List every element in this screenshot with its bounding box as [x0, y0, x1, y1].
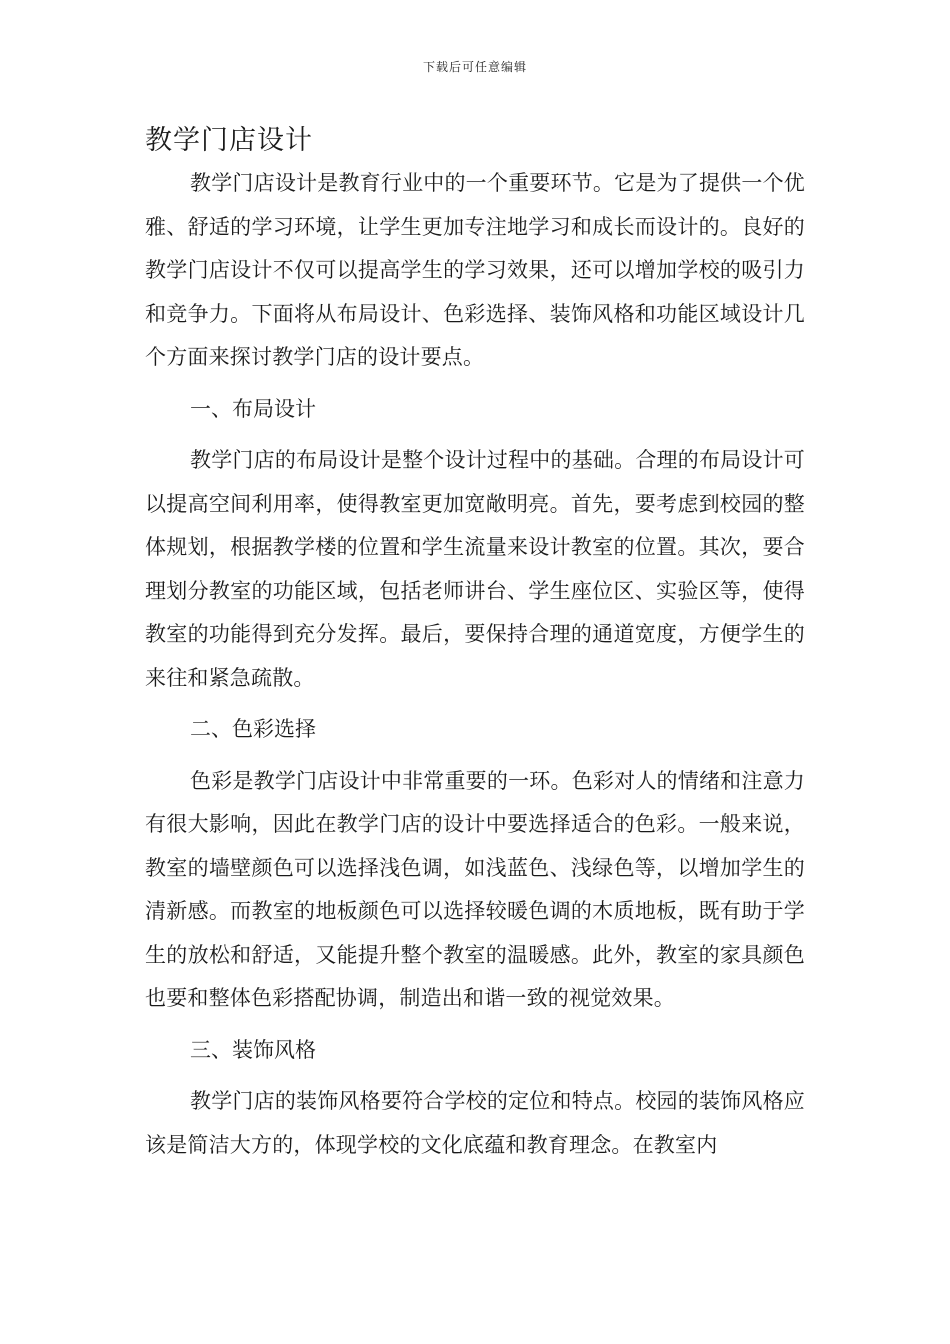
- header-note: 下载后可任意编辑: [422, 60, 527, 74]
- section-heading-layout: 一、布局设计: [190, 396, 316, 421]
- section-paragraph-layout: 教学门店的布局设计是整个设计过程中的基础。合理的布局设计可以提高空间利用率，使得教室更加宽敞明亮。首先，要考虑到校园的整体规划，根据教学楼的位置和学生流量来设计教室的位置。其次，要合理划分教室的功能区域，包括老师讲台、学生座位区、实验区等，使得教室的功能得到充分发挥。最后，要保持合理的通道宽度，方便学生的来往和紧急疏散。: [145, 448, 805, 690]
- intro-paragraph: 教学门店设计是教育行业中的一个重要环节。它是为了提供一个优雅、舒适的学习环境，让学生更加专注地学习和成长而设计的。良好的教学门店设计不仅可以提高学生的学习效果，还可以增加学校的吸引力和竞争力。下面将从布局设计、色彩选择、装饰风格和功能区域设计几个方面来探讨教学门店的设计要点。: [145, 171, 805, 369]
- section-heading-decoration: 三、装饰风格: [190, 1037, 316, 1062]
- section-paragraph-decoration: 教学门店的装饰风格要符合学校的定位和特点。校园的装饰风格应该是简洁大方的，体现学校的文化底蕴和教育理念。在教室内: [145, 1089, 805, 1157]
- document-body: [145, 162, 805, 1175]
- document-title: 教学门店设计: [145, 125, 313, 156]
- section-heading-color: 二、色彩选择: [190, 717, 316, 741]
- section-paragraph-color: 色彩是教学门店设计中非常重要的一环。色彩对人的情绪和注意力有很大影响，因此在教学门店的设计中要选择适合的色彩。一般来说，教室的墙壁颜色可以选择浅色调，如浅蓝色、浅绿色等，以增加学生的清新感。而教室的地板颜色可以选择较暖色调的木质地板，既有助于学生的放松和舒适，又能提升整个教室的温暖感。此外，教室的家具颜色也要和整体色彩搭配协调，制造出和谐一致的视觉效果。: [145, 768, 805, 1010]
